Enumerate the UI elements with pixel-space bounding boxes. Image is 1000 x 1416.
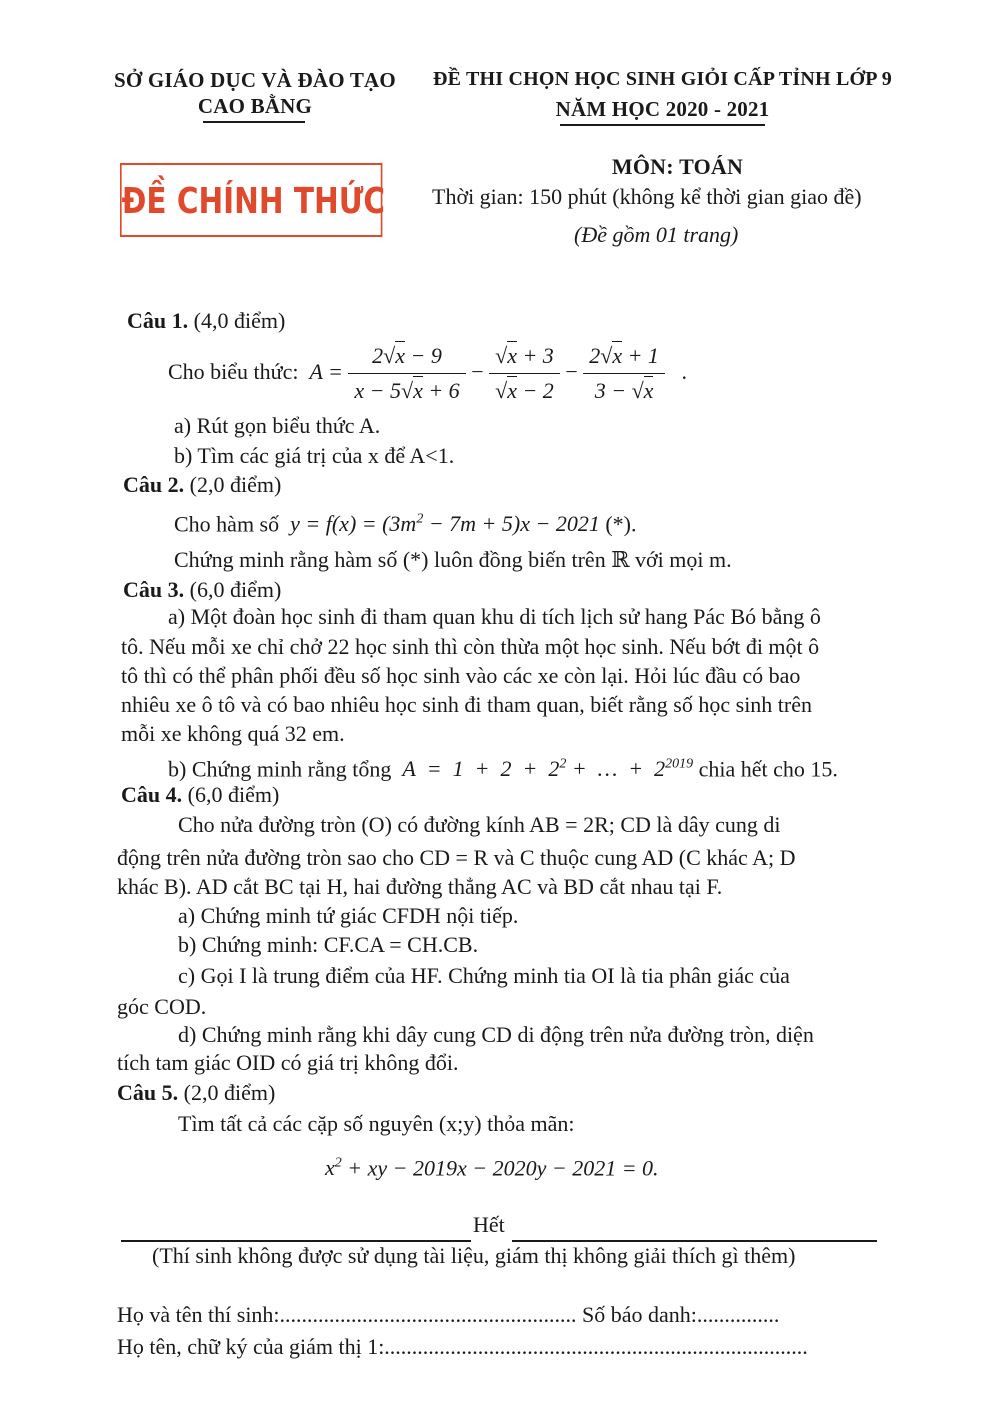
q2-function: Cho hàm số $y = f(x) = (3m^2 - 7m + 5)x - 2021$ (*). (174, 511, 637, 537)
school-year: NĂM HỌC 2020 - 2021 (555, 97, 770, 121)
q4-part-d-line2: tích tam giác OID có giá trị không đổi. (117, 1050, 459, 1075)
province-name: CAO BẰNG (197, 94, 313, 118)
q2-heading: Câu 2. (2,0 điểm) (123, 472, 282, 497)
q1-heading: Câu 1. (4,0 điểm) (127, 308, 286, 333)
q1-expression: Cho biểu thức: A = $\frac{2√x - 9}{x - 5√x + 6}$ − $\frac{√x + 3}{√x - 2}$ − $\frac{2√x + 1}{3 - √x}$ . (168, 336, 687, 408)
q3-a-line5: mỗi xe không quá 32 em. (121, 721, 345, 746)
q4-line1: Cho nửa đường tròn (O) có đường kính AB = 2R; CD là dây cung di (178, 812, 781, 837)
q3-part-b: b) Chứng minh rằng tổng $A = 1 + 2 + 2^2$ + … + $2^{2019}$ chia hết cho 15. (168, 756, 838, 782)
school-year-underline (560, 124, 765, 126)
q5-intro: Tìm tất cả các cặp số nguyên (x;y) thỏa mãn: (178, 1111, 575, 1136)
q5-heading: Câu 5. (2,0 điểm) (117, 1080, 276, 1105)
q4-heading: Câu 4. (6,0 điểm) (121, 782, 280, 807)
q1-part-b: b) Tìm các giá trị của x để A<1. (174, 443, 455, 468)
q4-line2: động trên nửa đường tròn sao cho CD = R và C thuộc cung AD (C khác A; D (117, 845, 796, 870)
q4-part-a: a) Chứng minh tứ giác CFDH nội tiếp. (178, 903, 519, 928)
province-underline (203, 121, 305, 123)
proctor-signature-line: Họ tên, chữ ký của giám thị 1:............................................................................. (117, 1334, 808, 1359)
q3-a-line1: a) Một đoàn học sinh đi tham quan khu di tích lịch sử hang Pác Bó bằng ô (168, 604, 821, 629)
candidate-info-line: Họ và tên thí sinh:...................................................... Số báo danh:............... (117, 1302, 780, 1327)
official-exam-stamp: ĐỀ CHÍNH THỨC (120, 163, 382, 237)
exam-title: ĐỀ THI CHỌN HỌC SINH GIỎI CẤP TỈNH LỚP 9 (432, 68, 892, 90)
q1-part-a: a) Rút gọn biểu thức A. (174, 413, 381, 438)
q2-statement: Chứng minh rằng hàm số (*) luôn đồng biến trên ℝ với mọi m. (174, 547, 732, 572)
footer-note: (Thí sinh không được sử dụng tài liệu, giám thị không giải thích gì thêm) (152, 1243, 796, 1268)
department-name: SỞ GIÁO DỤC VÀ ĐÀO TẠO (114, 68, 396, 92)
q4-part-b: b) Chứng minh: CF.CA = CH.CB. (178, 932, 479, 957)
q3-a-line2: tô. Nếu mỗi xe chỉ chở 22 học sinh thì còn thừa một học sinh. Nếu bớt đi một ô (121, 634, 820, 659)
q4-part-d-line1: d) Chứng minh rằng khi dây cung CD di động trên nửa đường tròn, diện (178, 1022, 814, 1047)
q3-a-line3: tô thì có thể phân phối đều số học sinh vào các xe còn lại. Hỏi lúc đầu có bao (121, 663, 801, 688)
q3-heading: Câu 3. (6,0 điểm) (123, 577, 282, 602)
q3-a-line4: nhiêu xe ô tô và có bao nhiêu học sinh đi tham quan, biết rằng số học sinh trên (121, 692, 813, 717)
page-count-note: (Đề gồm 01 trang) (574, 222, 739, 247)
q5-equation: $x^2$ + xy − 2019x − 2020y − 2021 = 0. (325, 1155, 659, 1181)
q4-part-c-line1: c) Gọi I là trung điểm của HF. Chứng minh tia OI là tia phân giác của (178, 963, 790, 988)
end-marker: Hết (473, 1212, 505, 1237)
exam-duration: Thời gian: 150 phút (không kể thời gian giao đề) (432, 184, 862, 209)
q4-line3: khác B). AD cắt BC tại H, hai đường thẳng AC và BD cắt nhau tại F. (117, 874, 723, 899)
subject-title: MÔN: TOÁN (611, 154, 744, 179)
q4-part-c-line2: góc COD. (117, 994, 207, 1019)
